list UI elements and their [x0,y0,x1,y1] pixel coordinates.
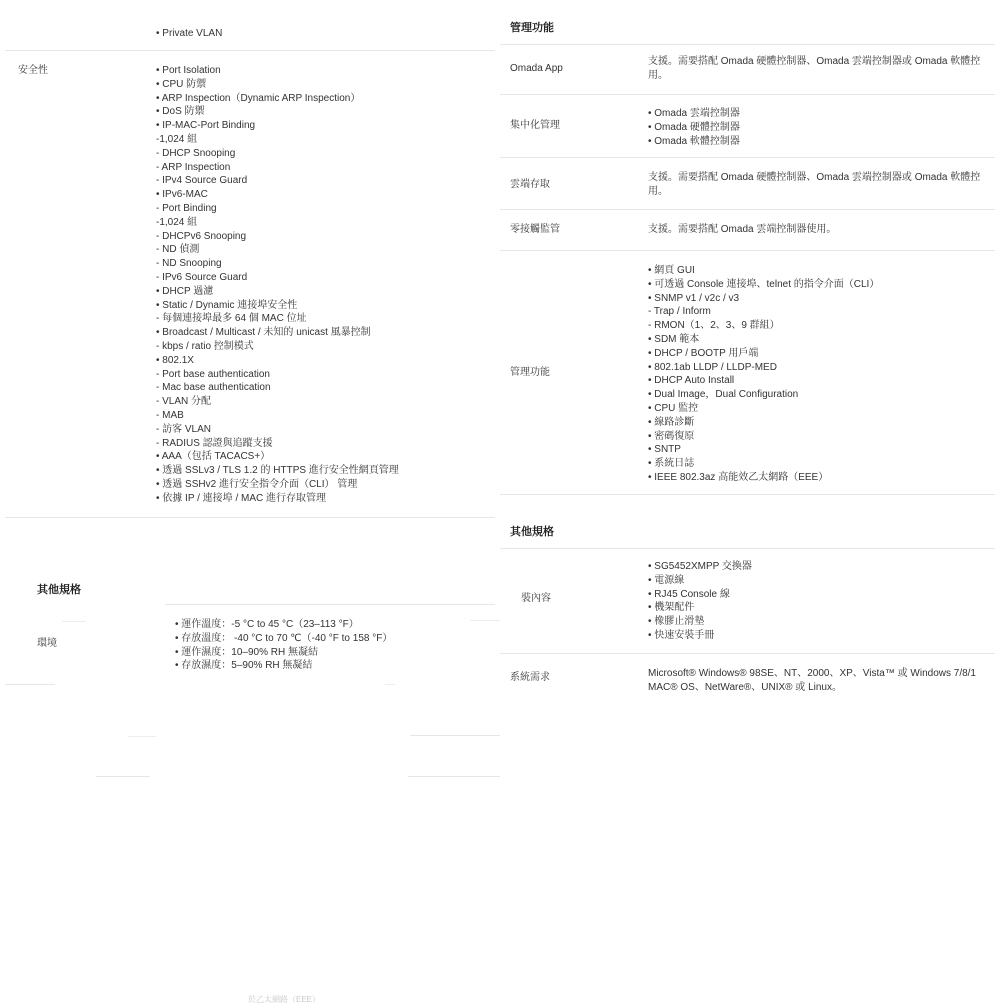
list-item: - Trap / Inform [648,306,711,318]
list-item: • IEEE 802.3az 高能效乙太網路（EEE） [648,471,829,483]
divider-fragment [470,620,500,621]
list-item: • Omada 軟體控制器 [648,135,740,147]
security-feature-list [156,64,399,506]
list-item: • 運作濕度：10–90% RH 無凝結 [175,646,318,658]
divider-fragment [128,736,156,737]
list-item: • SNTP [648,444,681,456]
central-mgmt-label: 集中化管理 [510,120,560,131]
private-vlan-item: • Private VLAN [156,28,223,39]
divider-fragment [385,684,395,685]
divider-fragment [96,776,150,777]
divider [500,44,995,45]
zero-touch-label: 零接觸監管 [510,224,560,235]
package-contents-label: 裝內容 [521,593,551,604]
list-item: • 存放濕度：5–90% RH 無凝結 [175,660,313,672]
list-item: • 電源線 [648,574,685,586]
list-item: - ARP Inspection [156,161,231,173]
list-item: • 快速安裝手冊 [648,629,715,641]
list-item: • 運作溫度：-5 °C to 45 °C（23–113 °F） [175,619,359,630]
management-features-list [648,264,879,485]
divider [500,548,995,549]
list-item: • ARP Inspection（Dynamic ARP Inspection） [156,92,361,104]
divider [165,604,495,605]
list-item: - Mac base authentication [156,382,271,394]
list-item: -1,024 組 [156,216,198,228]
list-item: - VLAN 分配 [156,396,212,408]
divider [500,653,995,654]
list-item: • 密碼復原 [648,430,695,442]
cloud-access-label: 雲端存取 [510,179,550,190]
list-item: • CPU 防禦 [156,78,207,90]
zero-touch-text: 支援。需要搭配 Omada 雲端控制器使用。 [648,224,837,235]
environment-label: 環境 [37,638,57,649]
list-item: • SDM 範本 [648,333,700,345]
list-item: • Port Isolation [156,65,221,76]
divider [500,209,995,210]
environment-list [175,618,392,673]
list-item: • 網頁 GUI [648,265,695,276]
list-item: • Broadcast / Multicast / 未知的 unicast 風暴控制 [156,327,371,339]
list-item: • Omada 雲端控制器 [648,108,740,119]
divider [500,250,995,251]
list-item: • RJ45 Console 線 [648,588,730,600]
other-spec-heading: 其他規格 [37,584,81,596]
management-features-label: 管理功能 [510,367,550,378]
list-item: - DHCPv6 Snooping [156,230,247,242]
list-item: • 802.1X [156,354,194,366]
list-item: • DHCP Auto Install [648,375,735,387]
list-item: - IPv4 Source Guard [156,175,248,187]
list-item: - 每個連接埠最多 64 個 MAC 位址 [156,313,307,325]
list-item: • SG5452XMPP 交換器 [648,561,752,572]
ghost-text-fragment: 於乙太網路（EEE） [248,995,321,1004]
security-label: 安全性 [18,65,48,76]
list-item: - RADIUS 認證與追蹤支援 [156,437,273,449]
divider-fragment [410,735,500,736]
list-item: - 訪客 VLAN [156,423,212,435]
list-item: • CPU 監控 [648,402,699,414]
divider-fragment [62,621,86,622]
list-item: • DoS 防禦 [156,106,205,118]
cloud-access-text: 支援。需要搭配 Omada 硬體控制器、Omada 雲端控制器或 Omada 軟體控用。 [648,172,981,197]
divider [500,494,995,495]
list-item: - Port Binding [156,202,217,214]
list-item: • AAA（包括 TACACS+） [156,451,271,463]
other-spec-heading-right: 其他規格 [510,526,554,538]
system-requirements-label: 系統需求 [510,672,550,683]
list-item: • 802.1ab LLDP / LLDP-MED [648,361,777,373]
divider [5,517,495,518]
central-mgmt-list [648,107,740,148]
omada-app-label: Omada App [510,63,563,74]
list-item: - kbps / ratio 控制模式 [156,340,254,352]
list-item: - ND Snooping [156,258,222,270]
list-item: - DHCP Snooping [156,147,236,159]
list-item: • IP-MAC-Port Binding [156,120,256,132]
list-item: - RMON（1、2、3、9 群組） [648,320,780,332]
list-item: • Dual Image，Dual Configuration [648,389,799,401]
divider [500,94,995,95]
list-item: - ND 偵測 [156,244,200,256]
list-item: • DHCP / BOOTP 用戶端 [648,347,759,359]
list-item: • 依據 IP / 連接埠 / MAC 進行存取管理 [156,492,326,504]
list-item: • DHCP 過濾 [156,285,214,297]
list-item: • 透過 SSHv2 進行安全指令介面（CLI） 管理 [156,478,358,490]
list-item: • 存放溫度： -40 °C to 70 ℃（-40 °F to 158 °F） [175,632,393,644]
list-item: • Static / Dynamic 連接埠安全性 [156,299,298,311]
list-item: • 機架配件 [648,602,695,614]
list-item: -1,024 組 [156,133,198,145]
divider [500,157,995,158]
list-item: • 透過 SSLv3 / TLS 1.2 的 HTTPS 進行安全性網頁管理 [156,465,399,477]
list-item: - IPv6 Source Guard [156,271,248,283]
list-item: - MAB [156,409,184,421]
list-item: • Omada 硬體控制器 [648,121,740,133]
management-heading: 管理功能 [510,22,554,34]
list-item: - Port base authentication [156,368,270,380]
list-item: • 可透過 Console 連接埠、telnet 的指令介面（CLI） [648,278,880,290]
list-item: • 線路診斷 [648,416,695,428]
divider-fragment [408,776,500,777]
list-item: • IPv6-MAC [156,189,208,201]
list-item: • 橡膠止滑墊 [648,616,705,628]
system-requirements-text: Microsoft® Windows® 98SE、NT、2000、XP、Vista™ 或 Windows 7/8/1 MAC® OS、NetWare®、UNIX® 或 Linux。 [648,668,976,693]
list-item: • SNMP v1 / v2c / v3 [648,292,740,304]
omada-app-text: 支援。需要搭配 Omada 硬體控制器、Omada 雲端控制器或 Omada 軟體控用。 [648,56,981,81]
list-item: • 系統日誌 [648,458,695,470]
package-contents-list [648,560,752,643]
divider-fragment [5,684,55,685]
divider [5,50,495,51]
